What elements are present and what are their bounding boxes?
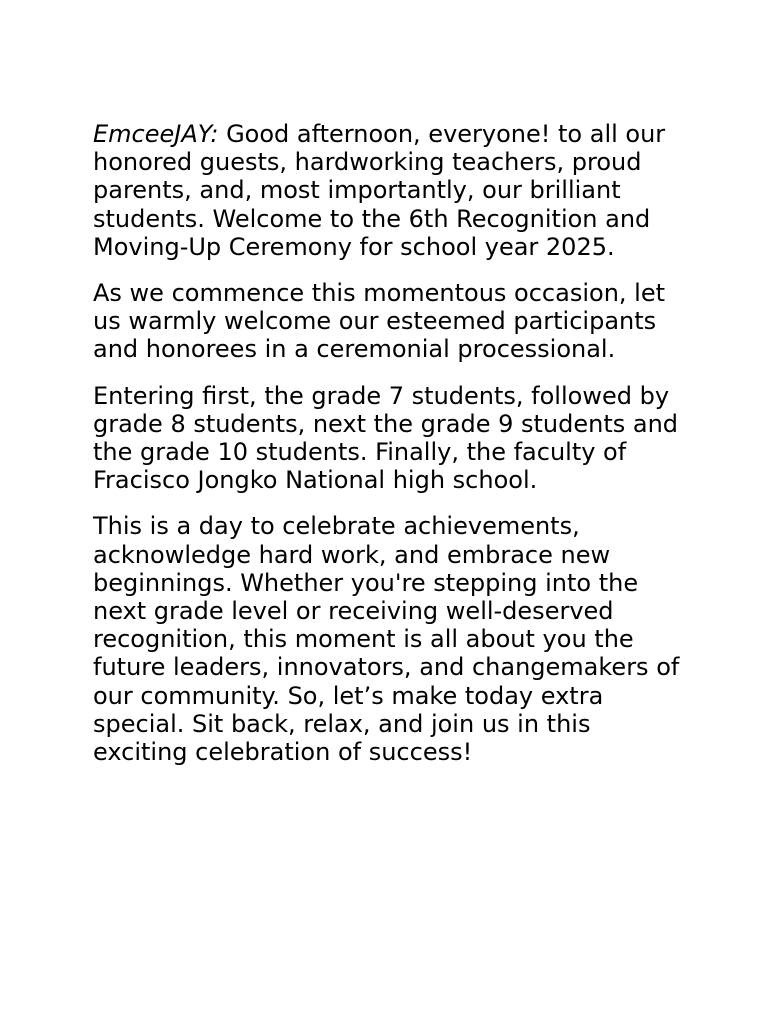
paragraph-entrance-order: Entering first, the grade 7 students, followed by grade 8 students, next the grade 9 students and the grade 10 students. Finally, the faculty of Fracisco Jongko National high school. (93, 381, 679, 495)
paragraph-celebration: This is a day to celebrate achievements, acknowledge hard work, and embrace new beginnings. Whether you're stepping into the next grade level or receiving well-deserved recognition, this moment is all about you the future leaders, innovators, and changemakers of our community. So, let’s make today extra special. Sit back, relax, and join us in this exciting celebration of success! (93, 512, 680, 767)
paragraph-welcome (93, 120, 683, 261)
speaker-label: EmceeJAY: (93, 120, 219, 148)
document-body (93, 120, 683, 784)
paragraph-processional: As we commence this momentous occasion, let us warmly welcome our esteemed participants and honorees in a ceremonial processional. (93, 279, 666, 364)
paragraph-welcome-text: Good afternoon, everyone! to all our honored guests, hardworking teachers, proud parents, and, most importantly, our brilliant students. Welcome to the 6th Recognition and Moving-Up Ceremony for school year 2025. (93, 120, 666, 261)
